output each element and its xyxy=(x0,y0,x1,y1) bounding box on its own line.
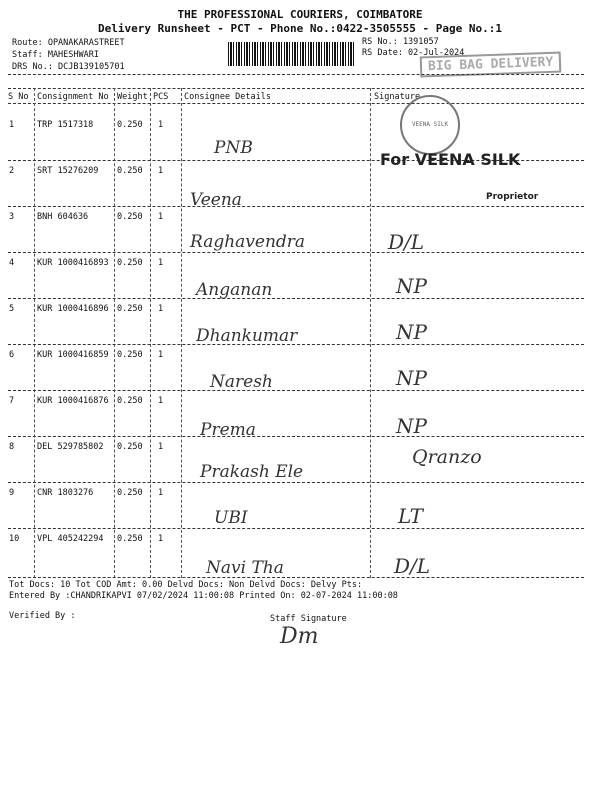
row-pcs: 1 xyxy=(158,534,164,544)
rs-number: RS No.: 1391057 xyxy=(362,37,439,47)
row-divider xyxy=(8,390,584,391)
row-consignment: KUR 1000416859 xyxy=(37,350,109,360)
row-consignee: Dhankumar xyxy=(196,326,298,346)
row-sno: 4 xyxy=(9,258,15,268)
divider xyxy=(8,88,584,89)
row-consignee: Veena xyxy=(190,190,242,210)
entered-by-line: Entered By :CHANDRIKAPVI 07/02/2024 11:00:08 Printed On: 02-07-2024 11:00:08 xyxy=(9,591,398,601)
table-row xyxy=(0,532,600,578)
row-consignment: KUR 1000416896 xyxy=(37,304,109,314)
column-header: S No xyxy=(8,92,29,102)
row-divider xyxy=(8,298,584,299)
row-sno: 6 xyxy=(9,350,15,360)
row-divider xyxy=(8,436,584,437)
row-sno: 1 xyxy=(9,120,15,130)
drs-number: DRS No.: DCJB139105701 xyxy=(12,62,125,72)
column-header: Consignee Details xyxy=(184,92,271,102)
row-signature: NP xyxy=(396,274,427,298)
row-consignee: Prakash Ele xyxy=(200,462,304,482)
row-sno: 3 xyxy=(9,212,15,222)
row-pcs: 1 xyxy=(158,120,164,130)
row-divider xyxy=(8,344,584,345)
staff-signature-label: Staff Signature xyxy=(270,614,347,624)
row-divider xyxy=(8,528,584,529)
row-consignment: BNH 604636 xyxy=(37,212,89,222)
row-consignment: DEL 529785802 xyxy=(37,442,104,452)
for-veena-silk-stamp: For VEENA SILK xyxy=(380,150,521,169)
staff-signature: Dm xyxy=(280,624,319,649)
row-consignment: KUR 1000416876 xyxy=(37,396,109,406)
row-consignee: Prema xyxy=(200,420,256,440)
row-signature: NP xyxy=(396,414,427,438)
table-row xyxy=(0,164,600,210)
row-weight: 0.250 xyxy=(117,258,143,268)
row-consignee: Raghavendra xyxy=(190,232,306,252)
table-row xyxy=(0,348,600,394)
row-signature: D/L xyxy=(388,230,425,254)
row-sno: 9 xyxy=(9,488,15,498)
row-weight: 0.250 xyxy=(117,304,143,314)
row-divider xyxy=(8,252,584,253)
row-weight: 0.250 xyxy=(117,396,143,406)
row-pcs: 1 xyxy=(158,488,164,498)
row-divider xyxy=(8,206,584,207)
row-consignment: SRT 15276209 xyxy=(37,166,99,176)
company-seal-icon: VEENA SILK xyxy=(400,95,460,155)
row-pcs: 1 xyxy=(158,212,164,222)
row-sno: 8 xyxy=(9,442,15,452)
row-signature: D/L xyxy=(394,554,431,578)
row-consignee: UBI xyxy=(214,508,248,528)
row-consignment: KUR 1000416893 xyxy=(37,258,109,268)
row-signature: LT xyxy=(398,504,423,528)
row-pcs: 1 xyxy=(158,350,164,360)
row-pcs: 1 xyxy=(158,304,164,314)
row-signature: Qranzo xyxy=(412,446,482,468)
divider xyxy=(8,103,584,104)
column-header: Signature xyxy=(374,92,421,102)
row-sno: 2 xyxy=(9,166,15,176)
column-header: PCS xyxy=(153,92,169,102)
big-bag-delivery-stamp: BIG BAG DELIVERY xyxy=(420,52,562,78)
barcode-icon xyxy=(228,42,354,66)
table-row xyxy=(0,486,600,532)
row-weight: 0.250 xyxy=(117,534,143,544)
row-weight: 0.250 xyxy=(117,120,143,130)
table-row xyxy=(0,210,600,256)
row-pcs: 1 xyxy=(158,396,164,406)
column-header: Consignment No xyxy=(37,92,109,102)
rs-date: RS Date: 02-Jul-2024 xyxy=(362,48,465,58)
company-title: THE PROFESSIONAL COURIERS, COIMBATORE xyxy=(177,8,423,21)
row-signature: NP xyxy=(396,366,427,390)
row-sno: 5 xyxy=(9,304,15,314)
row-consignment: CNR 1803276 xyxy=(37,488,94,498)
table-row xyxy=(0,440,600,486)
table-row xyxy=(0,256,600,302)
row-weight: 0.250 xyxy=(117,212,143,222)
row-signature: NP xyxy=(396,320,427,344)
totals-line: Tot Docs: 10 Tot COD Amt: 0.00 Delvd Docs: Non Delvd Docs: Delvy Pts: xyxy=(9,580,363,590)
row-consignee: Anganan xyxy=(196,280,273,300)
row-pcs: 1 xyxy=(158,258,164,268)
verified-by-label: Verified By : xyxy=(9,611,76,621)
row-weight: 0.250 xyxy=(117,166,143,176)
column-header: Weight xyxy=(117,92,148,102)
row-weight: 0.250 xyxy=(117,488,143,498)
row-consignee: Naresh xyxy=(210,372,273,392)
row-divider xyxy=(8,577,584,578)
table-row xyxy=(0,302,600,348)
route-label: Route: OPANAKARASTREET xyxy=(12,38,125,48)
row-weight: 0.250 xyxy=(117,350,143,360)
row-consignee: PNB xyxy=(214,138,253,158)
table-row xyxy=(0,394,600,440)
proprietor-label: Proprietor xyxy=(486,192,539,202)
runsheet-subtitle: Delivery Runsheet - PCT - Phone No.:0422-3505555 - Page No.:1 xyxy=(98,22,502,35)
row-consignee: Navi Tha xyxy=(206,558,284,578)
row-consignment: TRP 1517318 xyxy=(37,120,94,130)
row-pcs: 1 xyxy=(158,166,164,176)
row-pcs: 1 xyxy=(158,442,164,452)
row-divider xyxy=(8,482,584,483)
staff-label: Staff: MAHESHWARI xyxy=(12,50,99,60)
row-sno: 7 xyxy=(9,396,15,406)
divider xyxy=(8,74,584,75)
row-weight: 0.250 xyxy=(117,442,143,452)
row-sno: 10 xyxy=(9,534,20,544)
row-consignment: VPL 405242294 xyxy=(37,534,104,544)
